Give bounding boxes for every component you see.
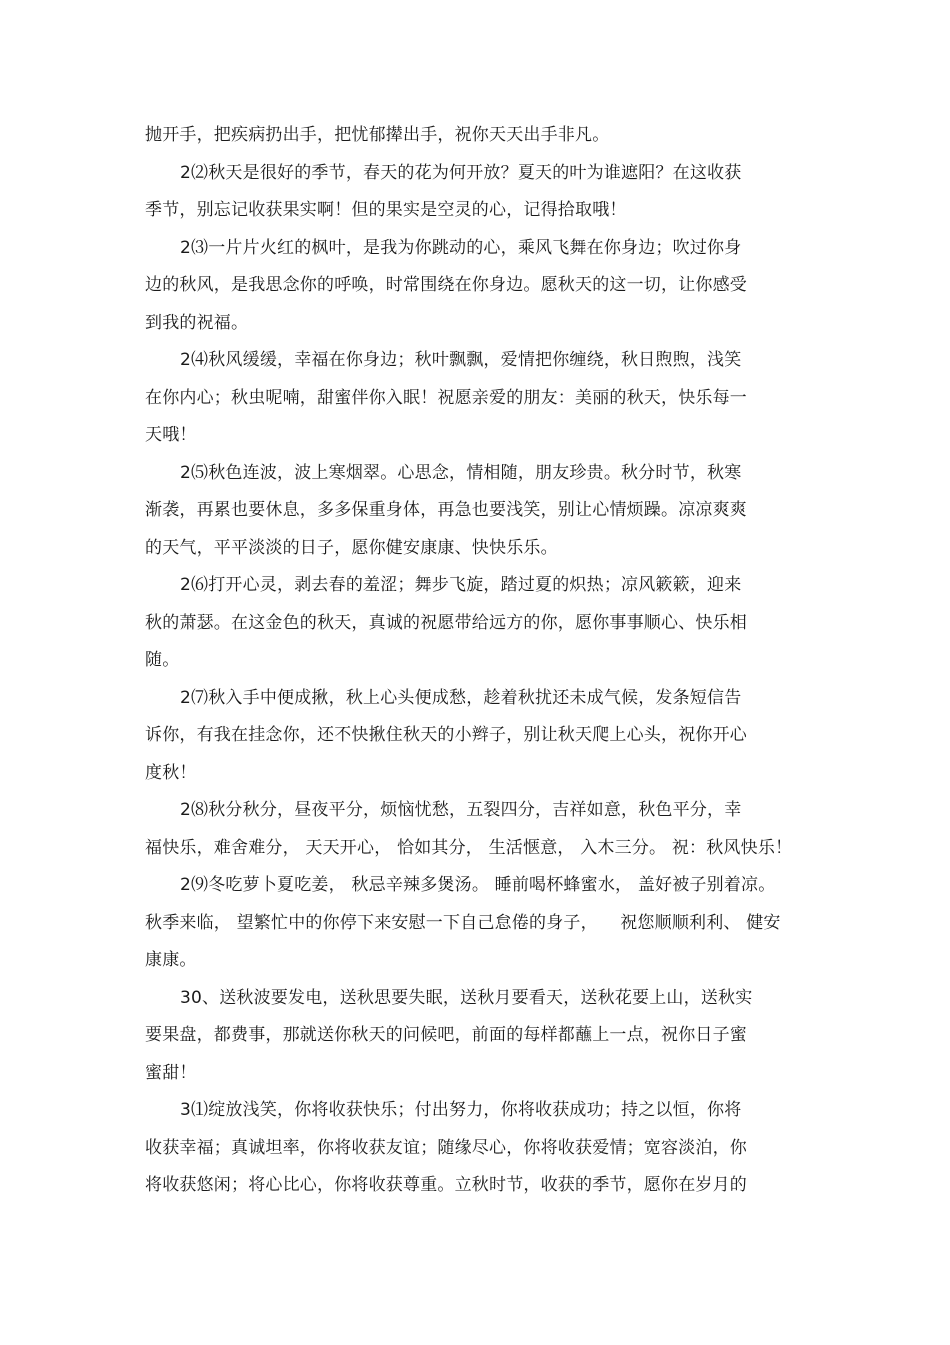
text-line: 度秋！: [145, 763, 197, 783]
text-line: 天哦！: [145, 425, 197, 445]
text-line: 要果盘，都费事，那就送你秋天的问候吧，前面的每样都蘸上一点，祝你日子蜜: [145, 1025, 747, 1045]
text-line: 抛开手，把疾病扔出手，把忧郁撵出手，祝你天天出手非凡。: [145, 125, 610, 145]
text-line: 2⑼冬吃萝卜夏吃姜， 秋忌辛辣多煲汤。 睡前喝杯蜂蜜水， 盖好被子别着凉。: [180, 875, 776, 895]
text-line: 30、送秋波要发电，送秋思要失眠，送秋月要看天，送秋花要上山，送秋实: [180, 988, 753, 1008]
text-line: 2⑸秋色连波，波上寒烟翠。心思念，情相随，朋友珍贵。秋分时节，秋寒: [180, 463, 742, 483]
text-line: 福快乐，难舍难分， 天天开心， 恰如其分， 生活惬意， 入木三分。 祝：秋风快乐！: [145, 838, 793, 858]
text-line: 随。: [145, 650, 180, 670]
text-line: 2⑶一片片火红的枫叶，是我为你跳动的心，乘风飞舞在你身边；吹过你身: [180, 238, 742, 258]
text-line: 边的秋风，是我思念你的呼唤，时常围绕在你身边。愿秋天的这一切，让你感受: [145, 275, 747, 295]
text-line: 季节，别忘记收获果实啊！但的果实是空灵的心，记得拾取哦！: [145, 200, 627, 220]
text-line: 秋的萧瑟。在这金色的秋天，真诚的祝愿带给远方的你，愿你事事顺心、快乐相: [145, 613, 747, 633]
text-line: 的天气，平平淡淡的日子，愿你健安康康、快快乐乐。: [145, 538, 558, 558]
text-line: 2⑷秋风缓缓，幸福在你身边；秋叶飘飘，爱情把你缠绕，秋日煦煦，浅笑: [180, 350, 742, 370]
text-line: 渐袭，再累也要休息，多多保重身体，再急也要浅笑，别让心情烦躁。凉凉爽爽: [145, 500, 747, 520]
text-line: 2⑹打开心灵，剥去春的羞涩；舞步飞旋，踏过夏的炽热；凉风簌簌，迎来: [180, 575, 742, 595]
text-line: 将收获悠闲；将心比心，你将收获尊重。立秋时节，收获的季节，愿你在岁月的: [145, 1175, 747, 1195]
text-line: 3⑴绽放浅笑，你将收获快乐；付出努力，你将收获成功；持之以恒，你将: [180, 1100, 742, 1120]
text-line: 2⑵秋天是很好的季节，春天的花为何开放？夏天的叶为谁遮阳？在这收获: [180, 163, 742, 183]
text-line: 康康。: [145, 950, 197, 970]
text-line: 到我的祝福。: [145, 313, 249, 333]
text-line: 2⑺秋入手中便成揪，秋上心头便成愁，趁着秋扰还未成气候，发条短信告: [180, 688, 742, 708]
text-line: 秋季来临， 望繁忙中的你停下来安慰一下自己怠倦的身子， 祝您顺顺利利、 健安: [145, 913, 781, 933]
text-line: 收获幸福；真诚坦率，你将收获友谊；随缘尽心，你将收获爱情；宽容淡泊，你: [145, 1138, 747, 1158]
text-line: 2⑻秋分秋分，昼夜平分，烦恼忧愁，五裂四分，吉祥如意，秋色平分，幸: [180, 800, 742, 820]
text-line: 蜜甜！: [145, 1063, 197, 1083]
text-line: 诉你，有我在挂念你，还不快揪住秋天的小辫子，别让秋天爬上心头，祝你开心: [145, 725, 747, 745]
text-line: 在你内心；秋虫呢喃，甜蜜伴你入眠！祝愿亲爱的朋友：美丽的秋天，快乐每一: [145, 388, 747, 408]
